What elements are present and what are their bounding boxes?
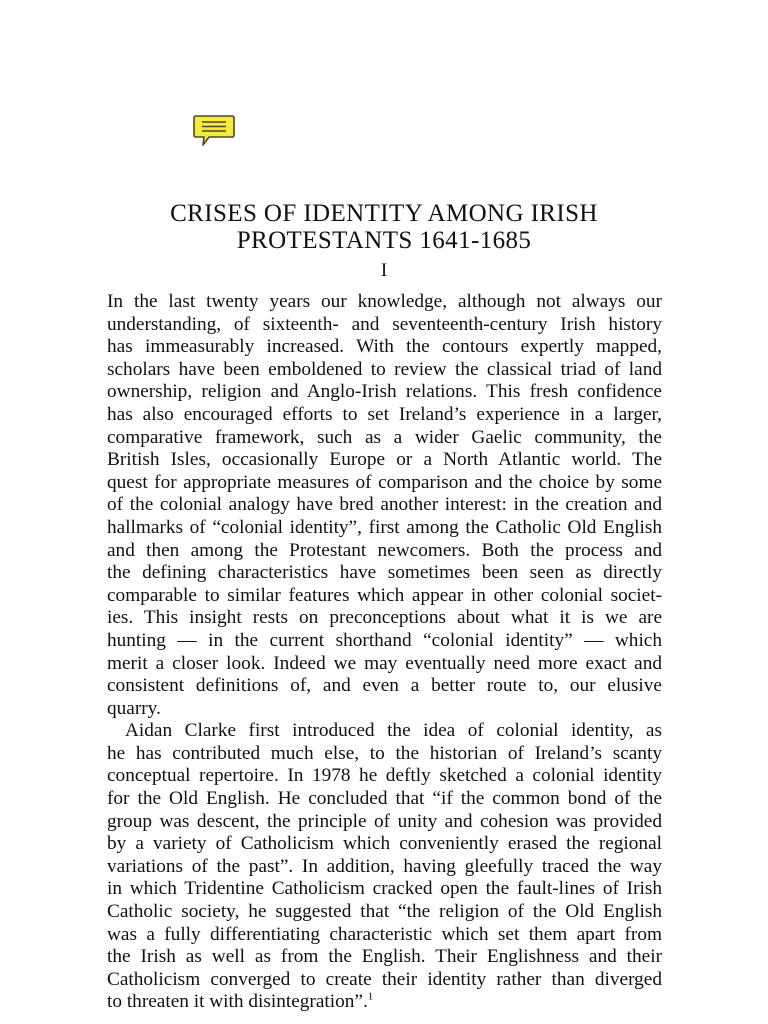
text-line: variations of the past”. In addition, having gleefully traced the way <box>107 855 662 877</box>
text-line: ies. This insight rests on preconceptions about what it is we are <box>107 607 662 629</box>
text-line: for the Old English. He concluded that “if the common bond of the <box>107 788 662 810</box>
text-line: Catholicism converged to create their identity rather than diverged <box>107 968 662 990</box>
text-line: hallmarks of “colonial identity”, first among the Catholic Old English <box>107 516 662 538</box>
title-line-2: PROTESTANTS 1641-1685 <box>236 227 532 254</box>
text-line: scholars have been emboldened to review the classical triad of land <box>107 358 662 380</box>
text-line: comparative framework, such as a wider Gaelic community, the <box>107 426 662 448</box>
text-line: In the last twenty years our knowledge, although not always our <box>107 291 662 312</box>
text-line: ownership, religion and Anglo-Irish relations. This fresh confidence <box>107 381 662 403</box>
paragraph <box>107 291 662 720</box>
text-line: he has contributed much else, to the historian of Ireland’s scanty <box>107 742 662 764</box>
text-line: comparable to similar features which appear in other colonial societ- <box>107 584 662 606</box>
text-line: Aidan Clarke first introduced the idea of colonial identity, as <box>125 720 662 742</box>
text-line: of the colonial analogy have bred another interest: in the creation and <box>107 494 662 516</box>
text-line: conceptual repertoire. In 1978 he deftly sketched a colonial identity <box>107 765 662 787</box>
text-line: understanding, of sixteenth- and seventeenth-century Irish history <box>107 313 662 335</box>
section-number: I <box>380 260 388 281</box>
title-line-1: CRISES OF IDENTITY AMONG IRISH <box>170 200 598 227</box>
text-line: consistent definitions of, and even a better route to, our elusive <box>107 675 662 697</box>
text-line: has also encouraged efforts to set Ireland’s experience in a larger, <box>107 403 662 425</box>
sticky-note-icon[interactable] <box>192 113 236 149</box>
text-line: to threaten it with disintegration”.$^1$ <box>107 990 374 1013</box>
footnote-marker[interactable]: 1 <box>367 990 374 1003</box>
text-line: was a fully differentiating characteristic which set them apart from <box>107 923 662 945</box>
text-line: by a variety of Catholicism which conveniently erased the regional <box>107 833 662 855</box>
text-line: group was descent, the principle of unity and cohesion was provided <box>107 810 662 832</box>
text-line: British Isles, occasionally Europe or a North Atlantic world. The <box>107 449 662 471</box>
text-line: the defining characteristics have sometimes been seen as directly <box>107 562 662 584</box>
text-line: Catholic society, he suggested that “the religion of the Old English <box>107 901 662 923</box>
text-line: has immeasurably increased. With the contours expertly mapped, <box>107 336 662 358</box>
text-line: in which Tridentine Catholicism cracked open the fault-lines of Irish <box>107 878 662 900</box>
text-line: the Irish as well as from the English. Their Englishness and their <box>107 946 662 968</box>
article-body <box>107 291 662 1014</box>
text-line: hunting — in the current shorthand “colonial identity” — which <box>107 629 662 651</box>
paragraph <box>107 720 662 1014</box>
article-title <box>0 200 768 254</box>
text-line: merit a closer look. Indeed we may eventually need more exact and <box>107 652 662 674</box>
text-line: quarry. <box>107 697 161 719</box>
text-line: and then among the Protestant newcomers. Both the process and <box>107 539 662 561</box>
text-line: quest for appropriate measures of comparison and the choice by some <box>107 471 662 493</box>
